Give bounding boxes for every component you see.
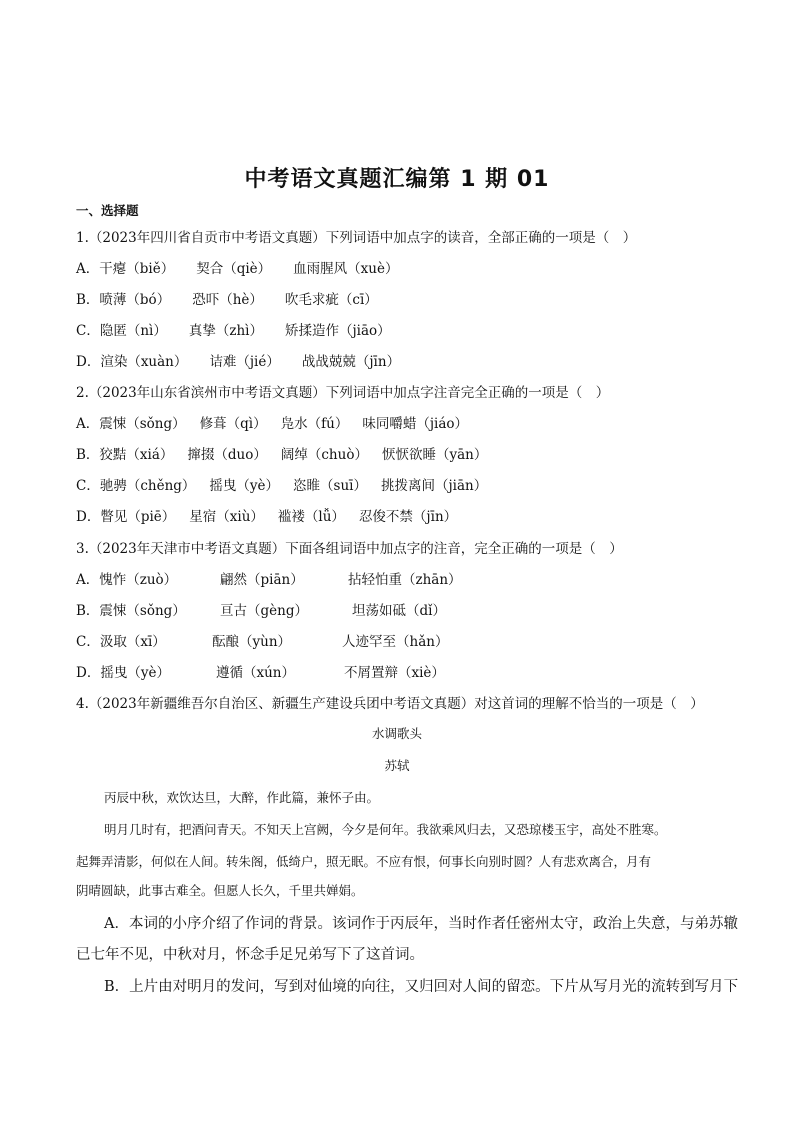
question-3-option-c-2: 酝酿（yùn） <box>212 634 292 650</box>
question-1-option-c: C．隐匿（nì） 真挚（zhì） 矫揉造作（jiāo） <box>76 323 391 339</box>
poem-preface: 丙辰中秋，欢饮达旦，大醉，作此篇，兼怀子由。 <box>104 790 380 805</box>
question-4-option-b-line-1: B．上片由对明月的发问，写到对仙境的向往，又归回对人间的留恋。下片从写月光的流转到写月下 <box>104 979 739 995</box>
question-1-option-b: B．喷薄（bó） 恐吓（hè） 吹毛求疵（cī） <box>76 292 378 308</box>
question-4-option-a-line-2: 已七年不见，中秋对月，怀念手足兄弟写下了这首词。 <box>76 947 424 963</box>
question-2-option-b: B．狡黠（xiá） 撺掇（duo） 阔绰（chuò） 恹恹欲睡（yān） <box>76 447 488 463</box>
question-3-option-d-2: 遵循（xún） <box>216 665 296 681</box>
poem-title: 水调歌头 <box>371 726 422 741</box>
question-4-option-a-line-1: A．本词的小序介绍了作词的背景。该词作于丙辰年，当时作者任密州太守，政治上失意，与弟苏辙 <box>104 916 738 932</box>
poem-line-1: 明月几时有，把酒问青天。不知天上宫阙，今夕是何年。我欲乘风归去，又恐琼楼玉宇，高处不胜寒。 <box>104 822 667 837</box>
question-2-option-c: C．驰骋（chěng） 摇曳（yè） 恣睢（suī） 挑拨离间（jiān） <box>76 478 488 494</box>
question-3-option-a-1: A．愧怍（zuò） <box>76 572 178 588</box>
question-3-option-d-3: 不屑置辩（xiè） <box>344 665 445 681</box>
question-3-option-c-3: 人迹罕至（hǎn） <box>342 634 449 650</box>
question-3-option-b-2: 亘古（gèng） <box>220 603 308 619</box>
poem-line-3: 阴晴圆缺，此事古难全。但愿人长久，千里共婵娟。 <box>76 883 364 898</box>
question-3-option-a-3: 拈轻怕重（zhān） <box>348 572 462 588</box>
question-4-stem: 4.（2023年新疆维吾尔自治区、新疆生产建设兵团中考语文真题）对这首词的理解不恰当的一项是（ ） <box>76 696 704 712</box>
question-1-stem: 1.（2023年四川省自贡市中考语文真题）下列词语中加点字的读音，全部正确的一项是（ ） <box>76 230 637 246</box>
question-3-option-c-1: C．汲取（xī） <box>76 634 166 650</box>
question-3-option-d-1: D．摇曳（yè） <box>76 665 170 681</box>
poem-author: 苏轼 <box>384 758 410 773</box>
question-3-stem: 3.（2023年天津市中考语文真题）下面各组词语中加点字的注音，完全正确的一项是（ ） <box>76 541 623 557</box>
question-2-option-d: D．瞥见（piē） 星宿（xiù） 褴褛（lǚ） 忍俊不禁（jīn） <box>76 509 458 525</box>
question-1-option-d: D．渲染（xuàn） 诘难（jié） 战战兢兢（jīn） <box>76 354 401 370</box>
question-2-option-a: A．震悚（sǒng） 修葺（qì） 凫水（fú） 味同嚼蜡（jiáo） <box>76 416 469 432</box>
question-3-option-a-2: 翩然（piān） <box>220 572 304 588</box>
section-heading: 一、选择题 <box>76 203 139 218</box>
page-title: 中考语文真题汇编第 1 期 01 <box>244 167 550 192</box>
question-2-stem: 2.（2023年山东省滨州市中考语文真题）下列词语中加点字注音完全正确的一项是（ ） <box>76 385 610 401</box>
question-3-option-b-1: B．震悚（sǒng） <box>76 603 186 619</box>
question-1-option-a: A．干瘪（biě） 契合（qiè） 血雨腥风（xuè） <box>76 261 399 277</box>
question-3-option-b-3: 坦荡如砥（dǐ） <box>352 603 446 619</box>
poem-line-2: 起舞弄清影，何似在人间。转朱阁，低绮户，照无眠。不应有恨，何事长向别时圆？人有悲欢离合，月有 <box>76 854 652 869</box>
